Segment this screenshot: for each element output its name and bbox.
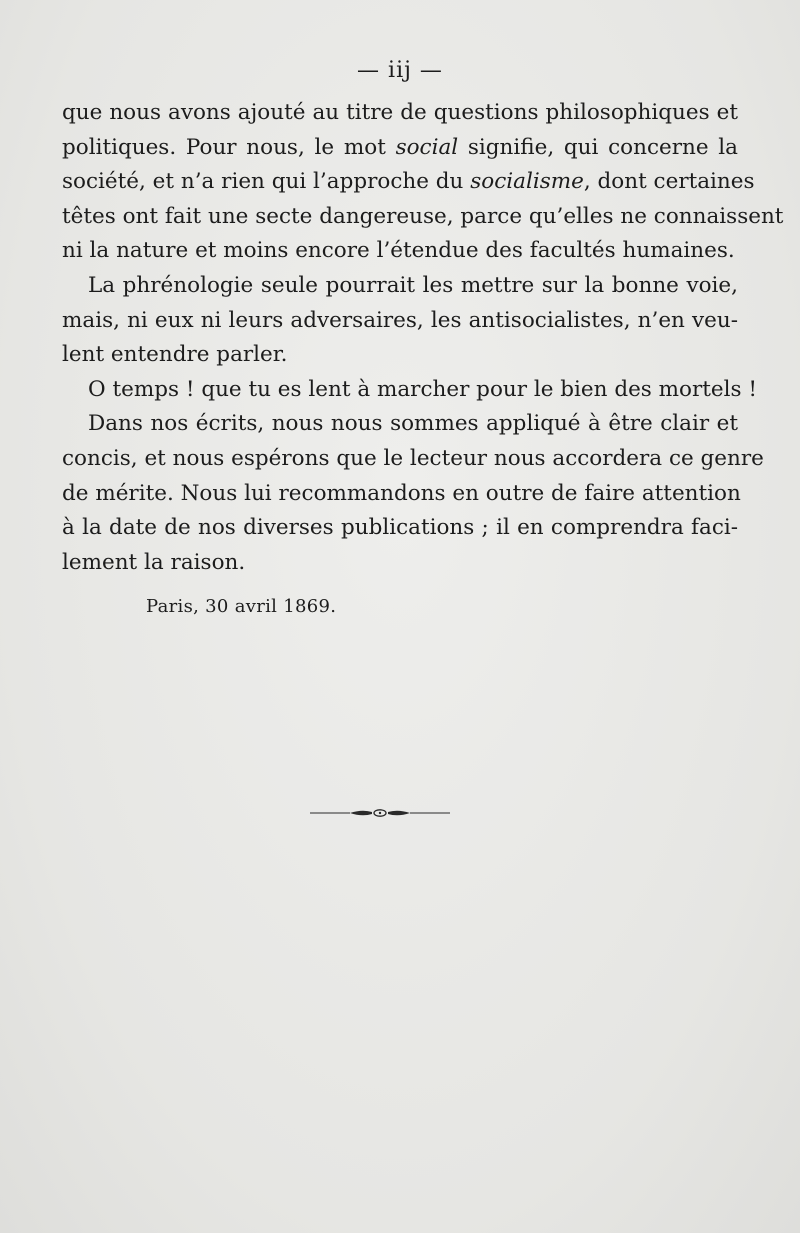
text-line: O temps ! que tu es lent à marcher pour le bien des mortels ! [88,376,758,402]
paragraph [62,96,784,269]
text-line: société, et n’a rien qui l’approche du socialisme, dont certaines [62,169,755,195]
paragraph [62,407,764,580]
text-line: La phrénologie seule pourrait les mettre sur la bonne voie, [88,272,738,298]
text-line: que nous avons ajouté au titre de questions philosophiques et [62,100,738,125]
text-line: ni la nature et moins encore l’étendue des facultés humaines. [62,238,735,264]
page-number: — iij — [357,58,443,83]
text-line: à la date de nos diverses publications ; il en comprendra faci- [62,515,738,541]
text-line: Dans nos écrits, nous nous sommes appliqué à être clair et [88,411,738,437]
text-line: lement la raison. [62,549,246,575]
paragraph [62,269,738,373]
text-line: têtes ont fait une secte dangereuse, parce qu’elles ne connaissent [62,203,784,229]
text-line: de mérite. Nous lui recommandons en outre de faire attention [62,480,741,506]
preface-text [62,96,784,580]
ornamental-rule-icon [310,805,450,821]
paragraph [62,373,758,408]
date-signature: Paris, 30 avril 1869. [146,596,337,617]
text-line: politiques. Pour nous, le mot social signifie, qui concerne la [62,134,738,160]
text-line: concis, et nous espérons que le lecteur nous accordera ce genre [62,445,764,471]
text-line: mais, ni eux ni leurs adversaires, les antisocialistes, n’en veu- [62,307,738,333]
text-line: lent entendre parler. [62,342,288,368]
